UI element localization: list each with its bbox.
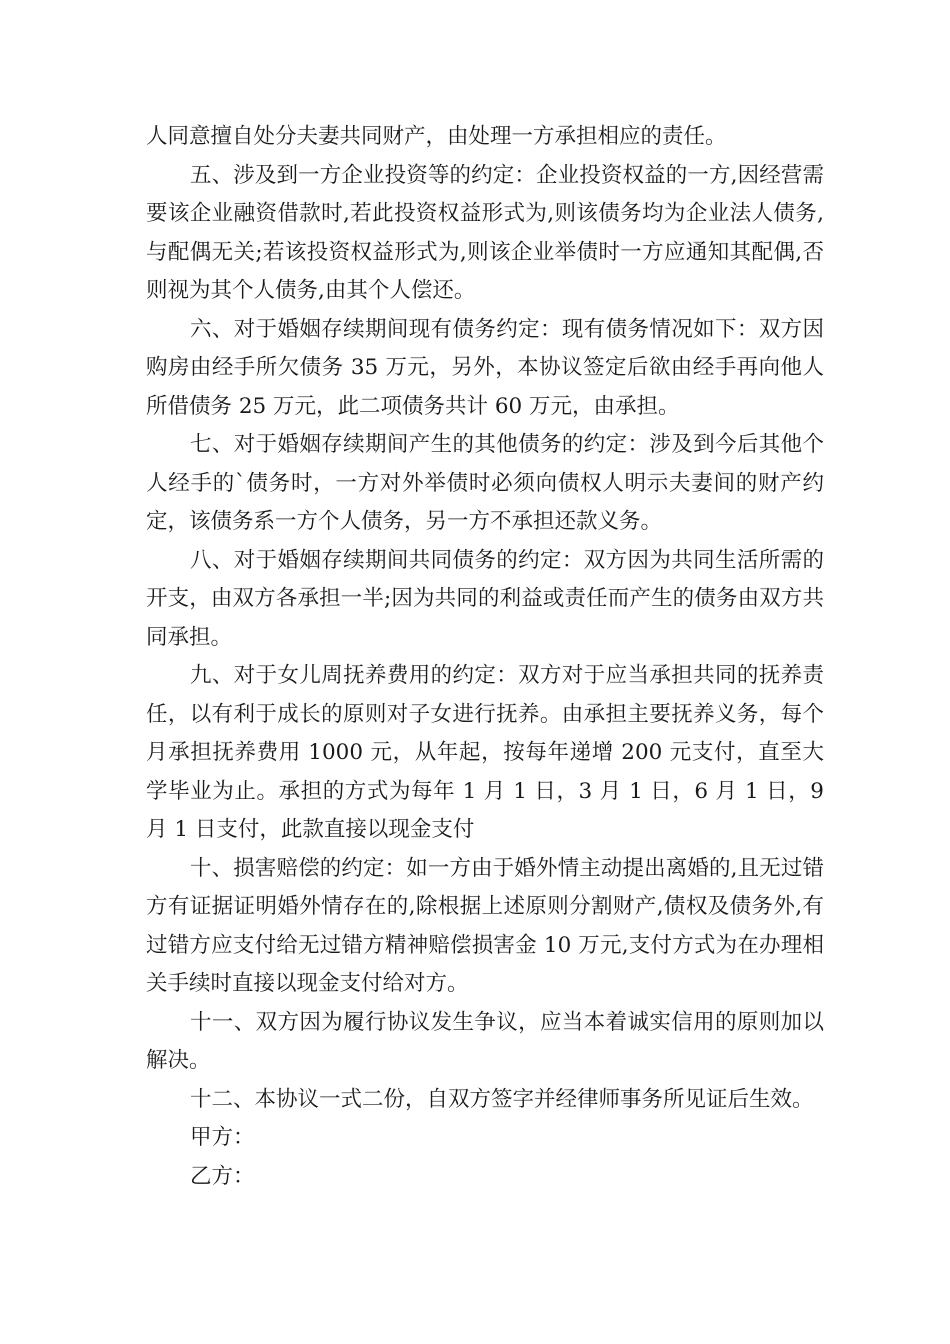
paragraph-clause-5: 五、涉及到一方企业投资等的约定：企业投资权益的一方,因经营需要该企业融资借款时,若此投资权益形式为,则该债务均为企业法人债务,与配偶无关;若该投资权益形式为,则该企业举债时一方应通知其配偶,否则视为其个人债务,由其个人偿还。: [146, 162, 824, 303]
document-body: [146, 118, 824, 1196]
paragraph-clause-9: 九、对于女儿周抚养费用的约定：双方对于应当承担共同的抚养责任，以有利于成长的原则对子女进行抚养。由承担主要抚养义务，每个月承担抚养费用 1000 元，从年起，按每年递增 200 元支付，直至大学毕业为止。承担的方式为每年 1 月 1 日，3 月 1 日，6 月 1 日，9 月 1 日支付，此款直接以现金支付: [146, 663, 824, 842]
paragraph-clause-11: 十一、双方因为履行协议发生争议，应当本着诚实信用的原则加以解决。: [146, 1009, 824, 1073]
paragraph-clause-6: 六、对于婚姻存续期间现有债务约定：现有债务情况如下：双方因购房由经手所欠债务 35 万元，另外，本协议签定后欲由经手再向他人所借债务 25 万元，此二项债务共计 60 万元，由承担。: [146, 316, 824, 419]
paragraph-clause-12: 十二、本协议一式二份，自双方签字并经律师事务所见证后生效。: [190, 1086, 814, 1112]
signature-party-b: 乙方：: [190, 1163, 255, 1189]
paragraph-clause-10: 十、损害赔偿的约定：如一方由于婚外情主动提出离婚的,且无过错方有证据证明婚外情存在的,除根据上述原则分割财产,债权及债务外,有过错方应支付给无过错方精神赔偿损害金 10 万元,支付方式为在办理相关手续时直接以现金支付给对方。: [146, 855, 824, 996]
paragraph-clause-7: 七、对于婚姻存续期间产生的其他债务的约定：涉及到今后其他个人经手的`债务时，一方对外举债时必须向债权人明示夫妻间的财产约定，该债务系一方个人债务，另一方不承担还款义务。: [146, 432, 824, 534]
paragraph-clause-8: 八、对于婚姻存续期间共同债务的约定：双方因为共同生活所需的开支，由双方各承担一半;因为共同的利益或责任而产生的债务由双方共同承担。: [146, 547, 824, 650]
signature-party-a: 甲方：: [190, 1125, 255, 1150]
paragraph-continuation: 人同意擅自处分夫妻共同财产，由处理一方承担相应的责任。: [146, 124, 727, 149]
